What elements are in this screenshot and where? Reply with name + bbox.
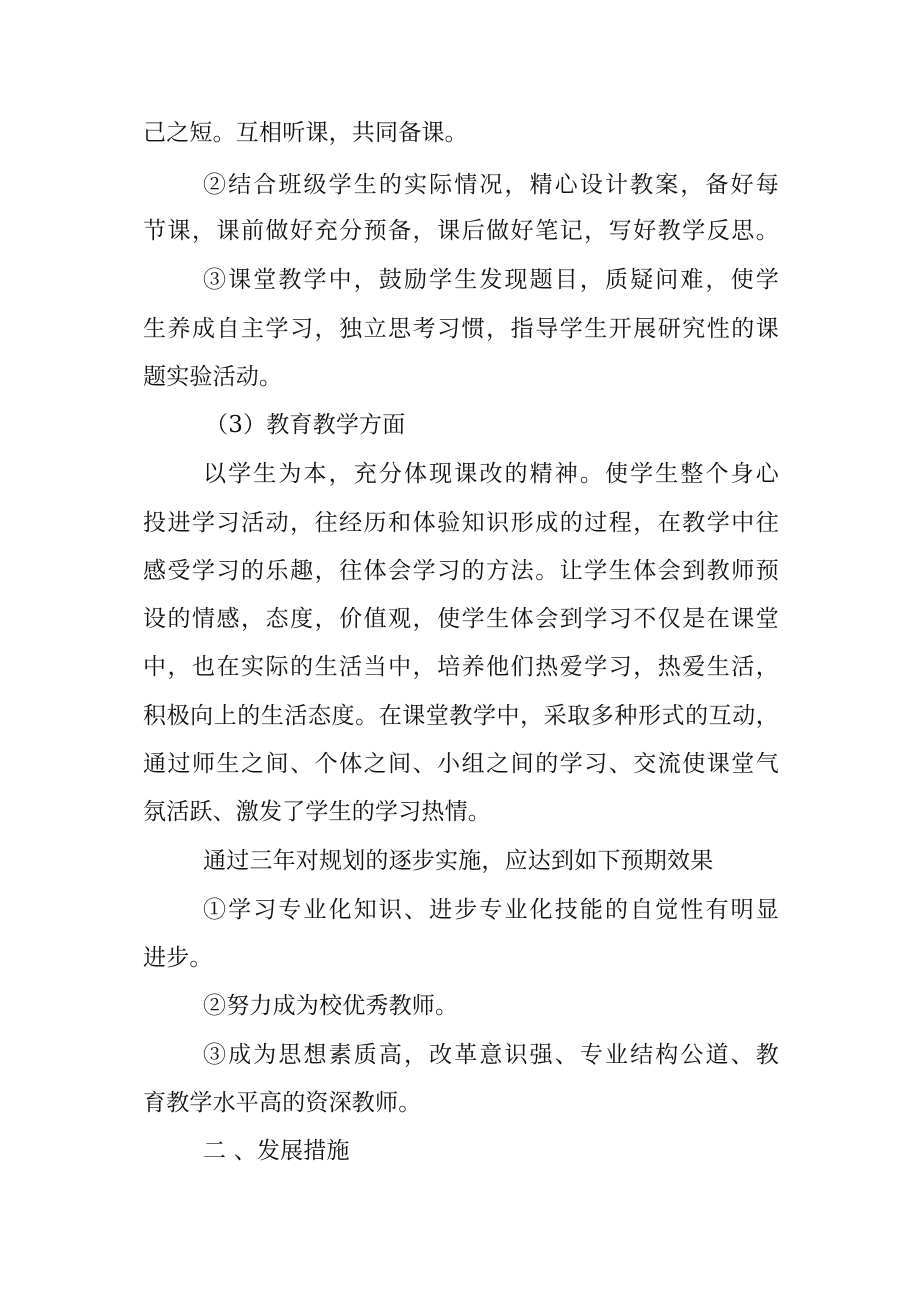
text-line: 进步。 [143,945,213,971]
text-line: 生养成自主学习，独立思考习惯，指导学生开展研究性的课 [143,316,779,342]
text-line: 投进学习活动，往经历和体验知识形成的过程，在教学中往 [143,510,779,536]
text-line: 通过师生之间、个体之间、小组之间的学习、交流使课堂气 [143,751,779,777]
text-line: 感受学习的乐趣，往体会学习的方法。让学生体会到教师预 [143,558,779,584]
section-heading: （3）教育教学方面 [205,412,406,438]
text-line: 设的情感，态度，价值观，使学生体会到学习不仅是在课堂 [143,606,779,632]
text-line: 氛活跃、激发了学生的学习热情。 [143,799,491,825]
section-heading: 二 、发展措施 [203,1138,350,1164]
text-line: 中，也在实际的生活当中，培养他们热爱学习，热爱生活， [143,654,779,680]
text-line: ③成为思想素质高，改革意识强、专业结构公道、教 [203,1042,779,1068]
text-line: 积极向上的生活态度。在课堂教学中，采取多种形式的互动， [143,703,779,729]
text-line: ②结合班级学生的实际情况，精心设计教案，备好每 [203,172,779,198]
text-line: 以学生为本，充分体现课改的精神。使学生整个身心 [203,461,779,487]
text-line: ③课堂教学中，鼓励学生发现题目，质疑问难，使学 [203,267,779,293]
text-line: 育教学水平高的资深教师。 [143,1090,422,1116]
text-line: 通过三年对规划的逐步实施，应达到如下预期效果 [203,848,714,874]
text-line: 题实验活动。 [143,364,283,390]
text-line: 节课，课前做好充分预备，课后做好笔记，写好教学反思。 [143,218,779,244]
text-line: ①学习专业化知识、进步专业化技能的自觉性有明显 [203,897,779,923]
text-line: 己之短。互相听课，共同备课。 [143,120,468,146]
text-line: ②努力成为校优秀教师。 [203,993,459,1019]
